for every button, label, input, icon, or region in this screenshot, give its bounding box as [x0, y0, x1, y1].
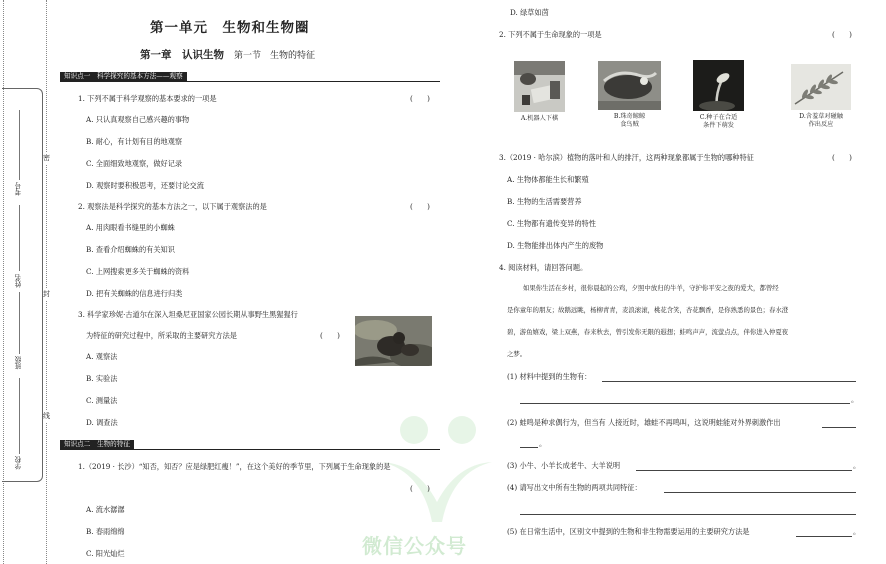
option: A. 用肉眼看书缝里的小蜘蛛 [86, 223, 175, 232]
option: A. 流水潺潺 [86, 505, 125, 514]
option: B. 实验法 [86, 374, 118, 383]
unit-title: 第一单元 生物和生物圈 [150, 20, 310, 36]
option: D. 把有关蜘蛛的信息进行归类 [86, 289, 183, 298]
answer-paren: ( ) [832, 30, 852, 39]
answer-blank[interactable] [636, 470, 852, 471]
name-line [19, 205, 20, 271]
question-3-stem: 3. 科学家珍妮·古道尔在深入坦桑尼亚国家公园长期从事野生黑猩猩行 [78, 310, 298, 319]
chimpanzee-photo [355, 316, 432, 366]
section-title: 第一节 生物的特征 [234, 51, 316, 61]
cut-mark: 密 [43, 154, 50, 162]
class-line [19, 292, 20, 354]
sub-question-3: (3) 小牛、小羊长成老牛、大羊说明 [507, 461, 621, 470]
sentence-end: 。 [539, 439, 547, 448]
reading-passage-line: 之梦。 [507, 350, 527, 358]
answer-paren: ( ) [410, 484, 430, 493]
question-5-stem: 2. 下列不属于生命现象的一项是 [499, 30, 602, 39]
perforation-line [46, 0, 47, 564]
option: D. 调查法 [86, 418, 118, 427]
reading-passage-line: 碧，游鱼嬉戏，梁上双燕，春来秋去，曾引发你无限的遐想；蛙鸣声声，流萤点点，伴你进入仲夏夜 [507, 328, 789, 336]
name-label: 姓名 [15, 274, 23, 288]
answer-paren: ( ) [410, 202, 430, 211]
question-2-stem: 2. 观察法是科学探究的基本方法之一，以下属于观察法的是 [78, 202, 267, 211]
option: D. 生物能排出体内产生的废物 [507, 241, 604, 250]
option: C. 测量法 [86, 396, 118, 405]
option: A. 观察法 [86, 352, 118, 361]
exam-no-label: 考号 [15, 182, 23, 196]
answer-blank[interactable] [520, 514, 856, 515]
reading-passage-line: 如果你生活在乡村，很你晨起的公鸡，夕照中放归的牛羊，守护你平安之夜的爱犬，都曾经 [523, 284, 779, 292]
option: C. 生物都有遗传变异的特性 [507, 219, 596, 228]
option: B. 耐心，有计划有目的地观察 [86, 137, 183, 146]
section-rule [60, 81, 440, 82]
answer-blank[interactable] [602, 381, 856, 382]
answer-blank[interactable] [520, 403, 850, 404]
image-caption-a: A.机器人下棋 [520, 115, 559, 122]
option: B. 春雨绵绵 [86, 527, 125, 536]
answer-blank[interactable] [664, 492, 856, 493]
option: C. 全面细致地观察，做好记录 [86, 159, 183, 168]
answer-paren: ( ) [832, 153, 852, 162]
cut-mark: 线 [43, 412, 50, 420]
sub-question-1: (1) 材料中提到的生物有： [507, 372, 592, 381]
answer-blank[interactable] [796, 536, 852, 537]
exam-no-line [19, 110, 20, 180]
answer-paren: ( ) [410, 94, 430, 103]
knowledge-point-1-bar: 知识点一 科学探究的基本方法——观察 [60, 72, 187, 81]
image-caption-c: C.种子在合适 条件下萌发 [699, 114, 738, 129]
answer-blank[interactable] [822, 427, 856, 428]
knowledge-point-2-bar: 知识点二 生物的特征 [60, 440, 134, 449]
option: C. 阳光灿烂 [86, 549, 125, 558]
sentence-end: 。 [853, 461, 861, 470]
answer-blank[interactable] [520, 447, 538, 448]
whale-bird-photo [598, 61, 661, 110]
question-6-stem: 3.（2019 · 哈尔滨）植物的落叶和人的排汗，这两种现象都属于生物的哪种特征 [499, 153, 754, 162]
sub-question-4: (4) 请写出文中所有生物的两项共同特征： [507, 483, 642, 492]
option: A. 只认真观察自己感兴趣的事物 [86, 115, 190, 124]
reading-passage-line: 是你童年的朋友；故鹅远眺，杨柳青青，麦浪滚滚，桃花含笑，杏花飘香，是你熟悉的景色；春水澄 [507, 306, 789, 314]
cut-mark: 封 [43, 290, 50, 298]
chapter-heading [140, 47, 315, 62]
robot-chess-photo [514, 61, 565, 112]
option: B. 查看介绍蜘蛛的有关知识 [86, 245, 175, 254]
option: D. 观察时要积极思考，还要讨论交流 [86, 181, 204, 190]
question-1-stem: 1. 下列不属于科学观察的基本要求的一项是 [78, 94, 217, 103]
option: B. 生物的生活需要营养 [507, 197, 582, 206]
option: C. 上网搜索更多关于蜘蛛的资料 [86, 267, 190, 276]
binding-margin [0, 0, 50, 564]
option: A. 生物体都能生长和繁殖 [507, 175, 589, 184]
seed-sprout-photo [693, 60, 744, 111]
watermark-text: 微信公众号 [362, 534, 467, 558]
chapter-title: 第一章 认识生物 [140, 49, 224, 61]
class-label: 班级 [15, 356, 23, 370]
mimosa-photo [791, 64, 851, 110]
question-3-stem-cont: 为特征的研究过程中，所采取的主要研究方法是 [86, 331, 237, 340]
image-caption-d: D.含羞草对碰触 作出反应 [799, 113, 843, 128]
question-7-stem: 4. 阅读材料，请回答问题。 [499, 263, 588, 272]
sub-question-5: (5) 在日常生活中，区别文中提到的生物和非生物需要运用的主要研究方法是 [507, 527, 750, 536]
sub-question-2: (2) 蛙鸣是种求偶行为，但当有 人接近时，雄蛙不再鸣叫，这说明蛙能对外界刺激作出 [507, 418, 781, 427]
sentence-end: 。 [853, 527, 861, 536]
school-label: 学校 [15, 456, 23, 470]
option: D. 绿草如茵 [510, 8, 549, 17]
question-4-stem: 1.（2019 · 长沙）“知否，知否？应是绿肥红瘦！”，在这个美好的季节里，下列属于生命现象的是 [78, 462, 391, 471]
answer-paren: ( ) [320, 331, 340, 340]
school-line [19, 378, 20, 454]
sentence-end: 。 [851, 395, 859, 404]
image-caption-b: B.珠奇鲸鲸 食鸟贼 [613, 113, 646, 128]
section-rule [60, 449, 440, 450]
